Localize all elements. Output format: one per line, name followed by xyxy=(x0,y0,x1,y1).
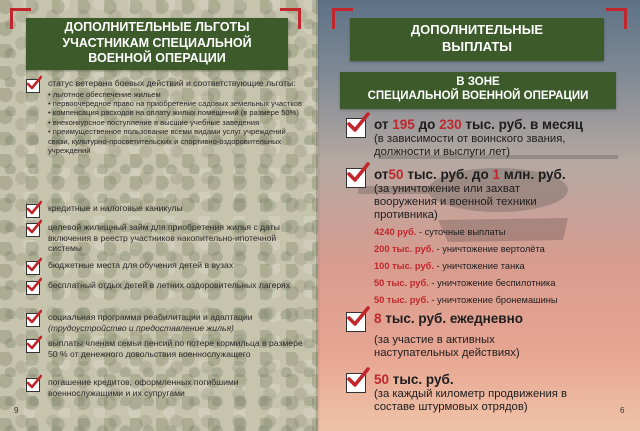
sub-item: • первоочередное право на приобретение садовых земельных участков xyxy=(48,99,306,108)
left-title: ДОПОЛНИТЕЛЬНЫЕ ЛЬГОТЫ УЧАСТНИКАМ СПЕЦИАЛЬНОЙ ВОЕННОЙ ОПЕРАЦИИ xyxy=(26,18,288,70)
payment-destruction xyxy=(346,167,636,309)
per-km-amount: 50 тыс. руб. xyxy=(374,372,454,387)
right-page xyxy=(318,0,640,431)
page-gutter xyxy=(316,0,320,431)
checkbox-icon xyxy=(26,281,40,295)
checkbox-icon xyxy=(26,261,40,275)
benefit-text: статус ветерана боевых действий и соответствующие льготы: xyxy=(48,78,296,88)
sub-item: • льготное обеспечение жильем xyxy=(48,90,306,99)
payment-list xyxy=(374,224,566,309)
sub-item: • компенсация расходов на оплату жилых помещений (в размере 50%) xyxy=(48,108,306,117)
payment-monthly xyxy=(346,117,636,159)
checkbox-icon xyxy=(346,168,366,188)
benefit-item-loan-repayment xyxy=(26,377,306,398)
monthly-note: (в зависимости от воинского звания, должности и выслуги лет) xyxy=(374,133,566,158)
checkbox-icon xyxy=(26,378,40,392)
payment-daily xyxy=(346,311,636,360)
checkbox-icon xyxy=(346,373,366,393)
left-page xyxy=(0,0,318,431)
payment-per-km xyxy=(346,372,636,414)
daily-amount: 8 тыс. руб. ежедневно xyxy=(374,311,523,326)
checkbox-icon xyxy=(346,312,366,332)
benefit-item-credit-holidays xyxy=(26,203,306,218)
sub-item: • преимущественное пользование всеми видами услуг учреждений связи, культурно-просветительских и спортивно-оздоровительных учреждений xyxy=(48,127,306,155)
checkbox-icon xyxy=(26,79,40,93)
checkbox-icon xyxy=(26,339,40,353)
checkbox-icon xyxy=(346,118,366,138)
payment-row: 4240 руб. - суточные выплаты xyxy=(374,227,506,237)
payment-row: 50 тыс. руб. - уничтожение беспилотника xyxy=(374,278,556,288)
checkbox-icon xyxy=(26,313,40,327)
monthly-amount: от 195 до 230 тыс. руб. в месяц xyxy=(374,117,584,132)
benefit-text: кредитные и налоговые каникулы xyxy=(48,203,183,213)
benefit-text: погашение кредитов, оформленных погибшими военнослужащими и их супругами xyxy=(48,377,239,398)
checkbox-icon xyxy=(26,204,40,218)
benefit-text: целевой жилищный займ для приобретения жилья с даты включения в реестр участников накопительно-ипотечной системы xyxy=(48,222,280,254)
benefit-sublist xyxy=(48,90,306,156)
corner-accent-top-right xyxy=(606,8,627,29)
page-number: 6 xyxy=(620,406,625,415)
payment-row: 50 тыс. руб. - уничтожение бронемашины xyxy=(374,295,558,305)
benefit-text: социальная программа реабилитации и адаптации xyxy=(48,312,253,322)
benefit-text-italic: (трудоустройство и предоставление жилья) xyxy=(48,322,234,333)
daily-note: (за участие в активных наступательных действиях) xyxy=(374,334,520,359)
benefit-item-veteran-status xyxy=(26,78,306,155)
page-number: 9 xyxy=(14,406,19,415)
right-title: ДОПОЛНИТЕЛЬНЫЕ ВЫПЛАТЫ xyxy=(350,18,604,61)
benefit-text: выплаты членам семьи пенсий по потере кормильца в размере 50 % от денежного довольствия военнослужащего xyxy=(48,338,303,359)
benefit-text: бюджетные места для обучения детей в вузах xyxy=(48,260,234,270)
sub-item: • внеконкурсное поступление в высшие учебные заведения xyxy=(48,118,306,127)
benefit-item-university-places xyxy=(26,260,306,275)
benefit-item-housing-loan xyxy=(26,222,306,254)
payment-row: 100 тыс. руб. - уничтожение танка xyxy=(374,261,525,271)
checkbox-icon xyxy=(26,223,40,237)
destruction-amount: от50 тыс. руб. до 1 млн. руб. xyxy=(374,167,566,182)
payment-row: 200 тыс. руб. - уничтожение вертолёта xyxy=(374,244,545,254)
per-km-note: (за каждый километр продвижения в составе штурмовых отрядов) xyxy=(374,388,568,413)
benefit-item-rehabilitation xyxy=(26,312,306,333)
benefit-item-survivor-pension xyxy=(26,338,306,359)
destruction-note: (за уничтожение или захват вооружения и военной техники противника) xyxy=(374,183,537,221)
benefit-item-summer-camps xyxy=(26,280,306,295)
benefit-text: бесплатный отдых детей в летних оздоровительных лагерях xyxy=(48,280,291,290)
zone-subtitle: В ЗОНЕ СПЕЦИАЛЬНОЙ ВОЕННОЙ ОПЕРАЦИИ xyxy=(340,72,616,109)
